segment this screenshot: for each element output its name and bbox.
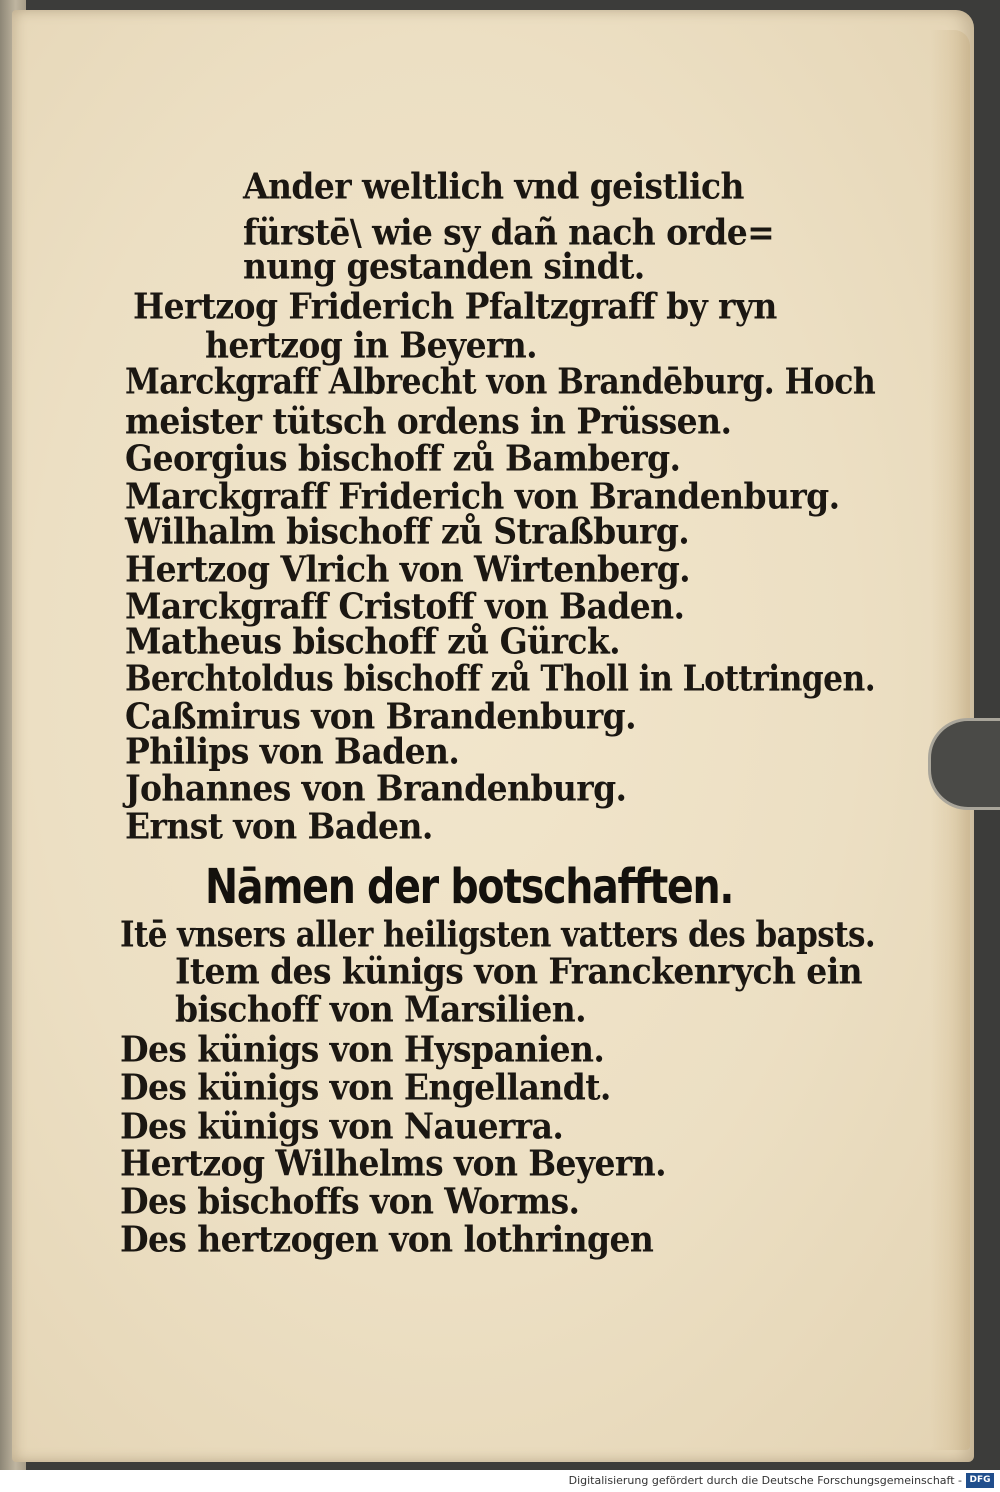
text-line: Marckgraff Friderich von Brandenburg. xyxy=(125,475,840,518)
text-line: fürstē\ wie sy dañ nach orde= xyxy=(243,211,775,254)
footer-bar xyxy=(0,1470,1000,1492)
text-line: Hertzog Wilhelms von Beyern. xyxy=(120,1142,666,1185)
text-line: Hertzog Friderich Pfaltzgraff by ryn xyxy=(133,285,777,328)
text-line: Marckgraff Cristoff von Baden. xyxy=(125,585,685,628)
text-line: Des bischoffs von Worms. xyxy=(120,1180,580,1223)
text-line: Johannes von Brandenburg. xyxy=(125,767,627,810)
text-line: Itē vnsers aller heiligsten vatters des bapsts. xyxy=(120,913,876,956)
section-heading: Nāmen der botschafften. xyxy=(205,858,734,915)
text-line: nung gestanden sindt. xyxy=(243,245,645,288)
text-line: Marckgraff Albrecht von Brandēburg. Hoch xyxy=(125,360,876,403)
text-line: Ernst von Baden. xyxy=(125,805,433,848)
text-line: Des künigs von Engellandt. xyxy=(120,1066,611,1109)
text-line: Hertzog Vlrich von Wirtenberg. xyxy=(125,548,691,591)
dfg-logo: DFG xyxy=(966,1473,994,1488)
funding-credit: Digitalisierung gefördert durch die Deutsche Forschungsgemeinschaft - xyxy=(568,1474,962,1487)
text-line: Berchtoldus bischoff zů Tholl in Lottringen. xyxy=(125,657,876,700)
text-line: Item des künigs von Franckenrych ein xyxy=(175,950,863,993)
text-line: hertzog in Beyern. xyxy=(205,324,538,367)
text-line: Ander weltlich vnd geistlich xyxy=(243,165,744,208)
text-line: bischoff von Marsilien. xyxy=(175,988,586,1031)
text-line: Caßmirus von Brandenburg. xyxy=(125,695,637,738)
text-line: Des künigs von Nauerra. xyxy=(120,1105,564,1148)
text-line: Philips von Baden. xyxy=(125,730,460,773)
text-line: Matheus bischoff zů Gürck. xyxy=(125,620,620,663)
text-line: Des künigs von Hyspanien. xyxy=(120,1028,605,1071)
text-line: Wilhalm bischoff zů Straßburg. xyxy=(125,510,690,553)
text-line: Des hertzogen von lothringen xyxy=(120,1218,654,1261)
text-line: meister tütsch ordens in Prüssen. xyxy=(125,400,732,443)
text-line: Georgius bischoff zů Bamberg. xyxy=(125,437,681,480)
